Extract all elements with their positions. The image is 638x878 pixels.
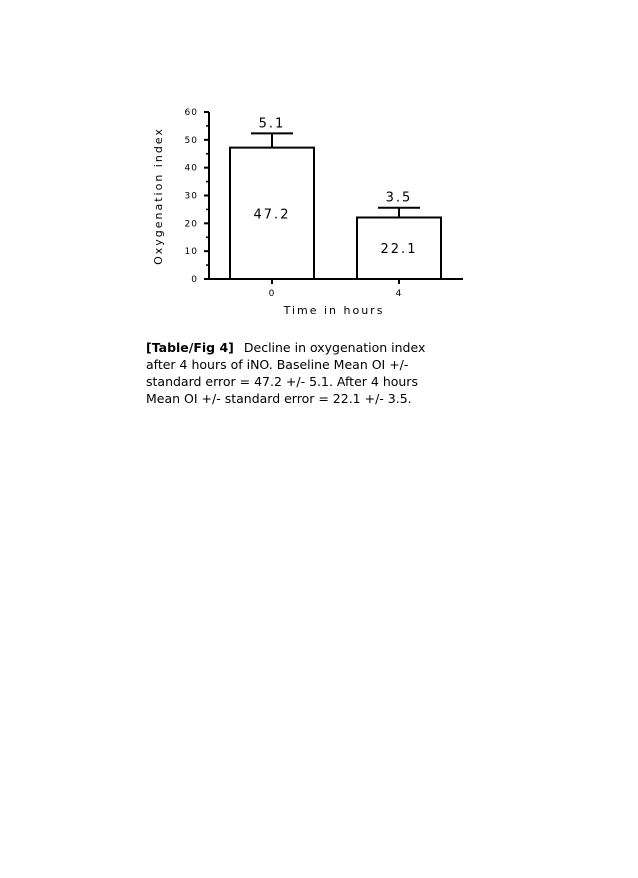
y-tick-label: 10 bbox=[184, 247, 198, 258]
caption-lead: [Table/Fig 4] bbox=[146, 340, 234, 355]
x-tick-label: 4 bbox=[395, 289, 403, 299]
figure-caption bbox=[146, 339, 436, 407]
y-ticks bbox=[185, 108, 209, 285]
y-tick-label: 0 bbox=[191, 275, 198, 285]
caption-text: Decline in oxygenation index after 4 hours of iNO. Baseline Mean OI +/- standard error = 47.2 +/- 5.1. After 4 hours Mean OI +/- standard error = 22.1 +/- 3.5. bbox=[146, 340, 426, 406]
error-label: 3.5 bbox=[385, 190, 413, 206]
x-ticks bbox=[269, 279, 403, 299]
y-axis-title: Oxygenation index bbox=[152, 127, 165, 265]
y-tick-label: 60 bbox=[184, 108, 198, 118]
x-tick-label: 0 bbox=[268, 289, 276, 299]
bar-chart bbox=[0, 0, 638, 330]
bar-value-label: 22.1 bbox=[380, 242, 418, 258]
error-label: 5.1 bbox=[258, 116, 286, 132]
y-tick-label: 40 bbox=[184, 163, 198, 174]
bar-value-label: 47.2 bbox=[253, 207, 291, 223]
y-tick-label: 20 bbox=[184, 219, 198, 230]
y-tick-label: 30 bbox=[184, 191, 198, 202]
y-tick-label: 50 bbox=[184, 135, 198, 146]
x-axis-title: Time in hours bbox=[283, 304, 385, 317]
